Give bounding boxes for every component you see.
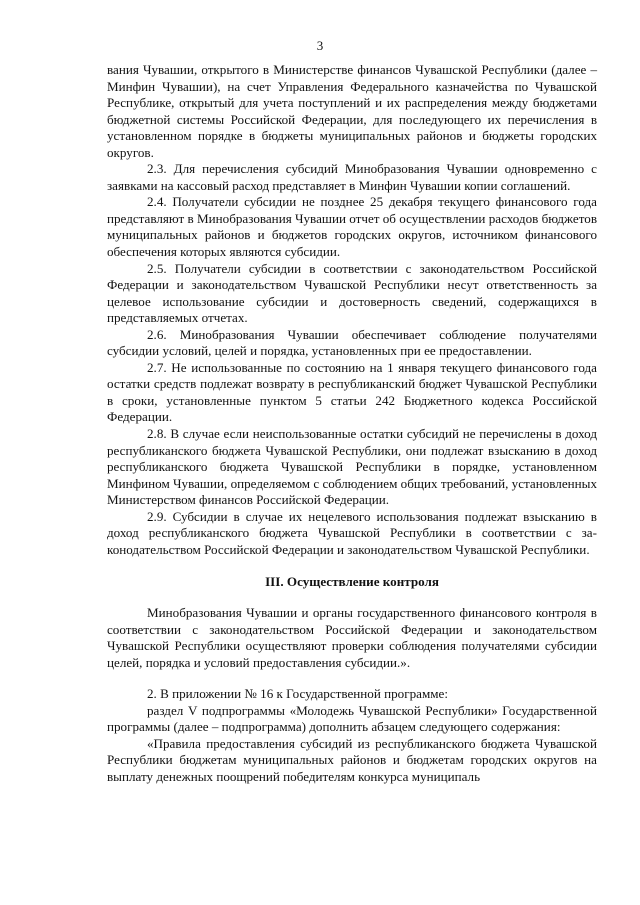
section-heading: III. Осуществление контроля — [265, 574, 439, 590]
paragraph-2-6: 2.6. Минобразования Чувашии обеспечивает соблюдение получателями субсидии условий, целей и порядка, установленных при ее предоставлении. — [107, 326, 597, 359]
paragraph-2-5: 2.5. Получатели субсидии в соответствии с законодательством Российской Федерации и законодательством Чувашской Республики несут ответственность за целевое использование субсидии и достоверность сведений, содержащихся в представляемых отчетах. — [107, 260, 597, 326]
page-number: 3 — [316, 38, 324, 53]
paragraph-2-4: 2.4. Получатели субсидии не позднее 25 декабря текущего финансового года представляют в Минобразования Чувашии отчет об осуществлении расходов бюджетов муниципальных районов и бюджетов городских округов, источником финансового обеспечения которых являются субсидии. — [107, 194, 597, 260]
document-body — [107, 62, 597, 785]
amendment-section: раздел V подпрограммы «Молодежь Чувашской Республики» Государственной программы (далее – подпрограмма) дополнить абзацем следующего содержания: — [107, 702, 597, 735]
paragraph-2-7: 2.7. Не использованные по состоянию на 1 января текущего финансового года остатки средств подлежат возврату в республиканский бюджет Чувашской Республики в сроки, установленные пунктом 5 статьи 242 Бюджетного кодекса Российской Федерации. — [107, 359, 597, 425]
paragraph-2-9: 2.9. Субсидии в случае их нецелевого использования подлежат взысканию в доход республиканского бюджета Чувашской Республики в соответствии с законодательством Российской Федерации и законодательством Чувашской Республики. — [107, 508, 597, 557]
amendment-quote: «Правила предоставления субсидий из республиканского бюджета Чувашской Республики бюджетам муниципальных районов и бюджетам городских округов на выплату денежных поощрений победителям конкурса муниципаль — [107, 735, 597, 784]
control-paragraph: Минобразования Чувашии и органы государственного финансового контроля в соответствии с законодательством Российской Федерации и законодательством Чувашской Республики осуществляют проверки соблюдения получателями субсидии целей, порядка и условий предоставления субсидии.». — [107, 604, 597, 670]
amendment-item: 2. В приложении № 16 к Государственной программе: — [147, 686, 448, 702]
paragraph-2-8: 2.8. В случае если неиспользованные остатки субсидий не перечислены в доход республиканского бюджета Чувашской Республики, они подлежат взысканию в доход республиканского бюджета Чувашской Республики в порядке, установленном Минфином Чувашии, определяемом с соблюдением общих требований, установленных Министерством финансов Российской Федерации. — [107, 426, 597, 508]
paragraph-2-3: 2.3. Для перечисления субсидий Минобразования Чувашии одновременно с заявками на кассовый расход представляет в Минфин Чувашии копии соглашений. — [107, 161, 597, 193]
paragraph-continuation: вания Чувашии, открытого в Министерстве финансов Чувашской Республики (далее – Минфин Чувашии), на счет Управления Федерального казначейства по Чувашской Республике, открытый для учета поступлений и их распределения между бюджетами бюджетной системы Российской Федерации, для последующего их перечисления в установленном порядке в бюджеты муниципальных районов и бюджеты городских округов. — [107, 62, 597, 160]
